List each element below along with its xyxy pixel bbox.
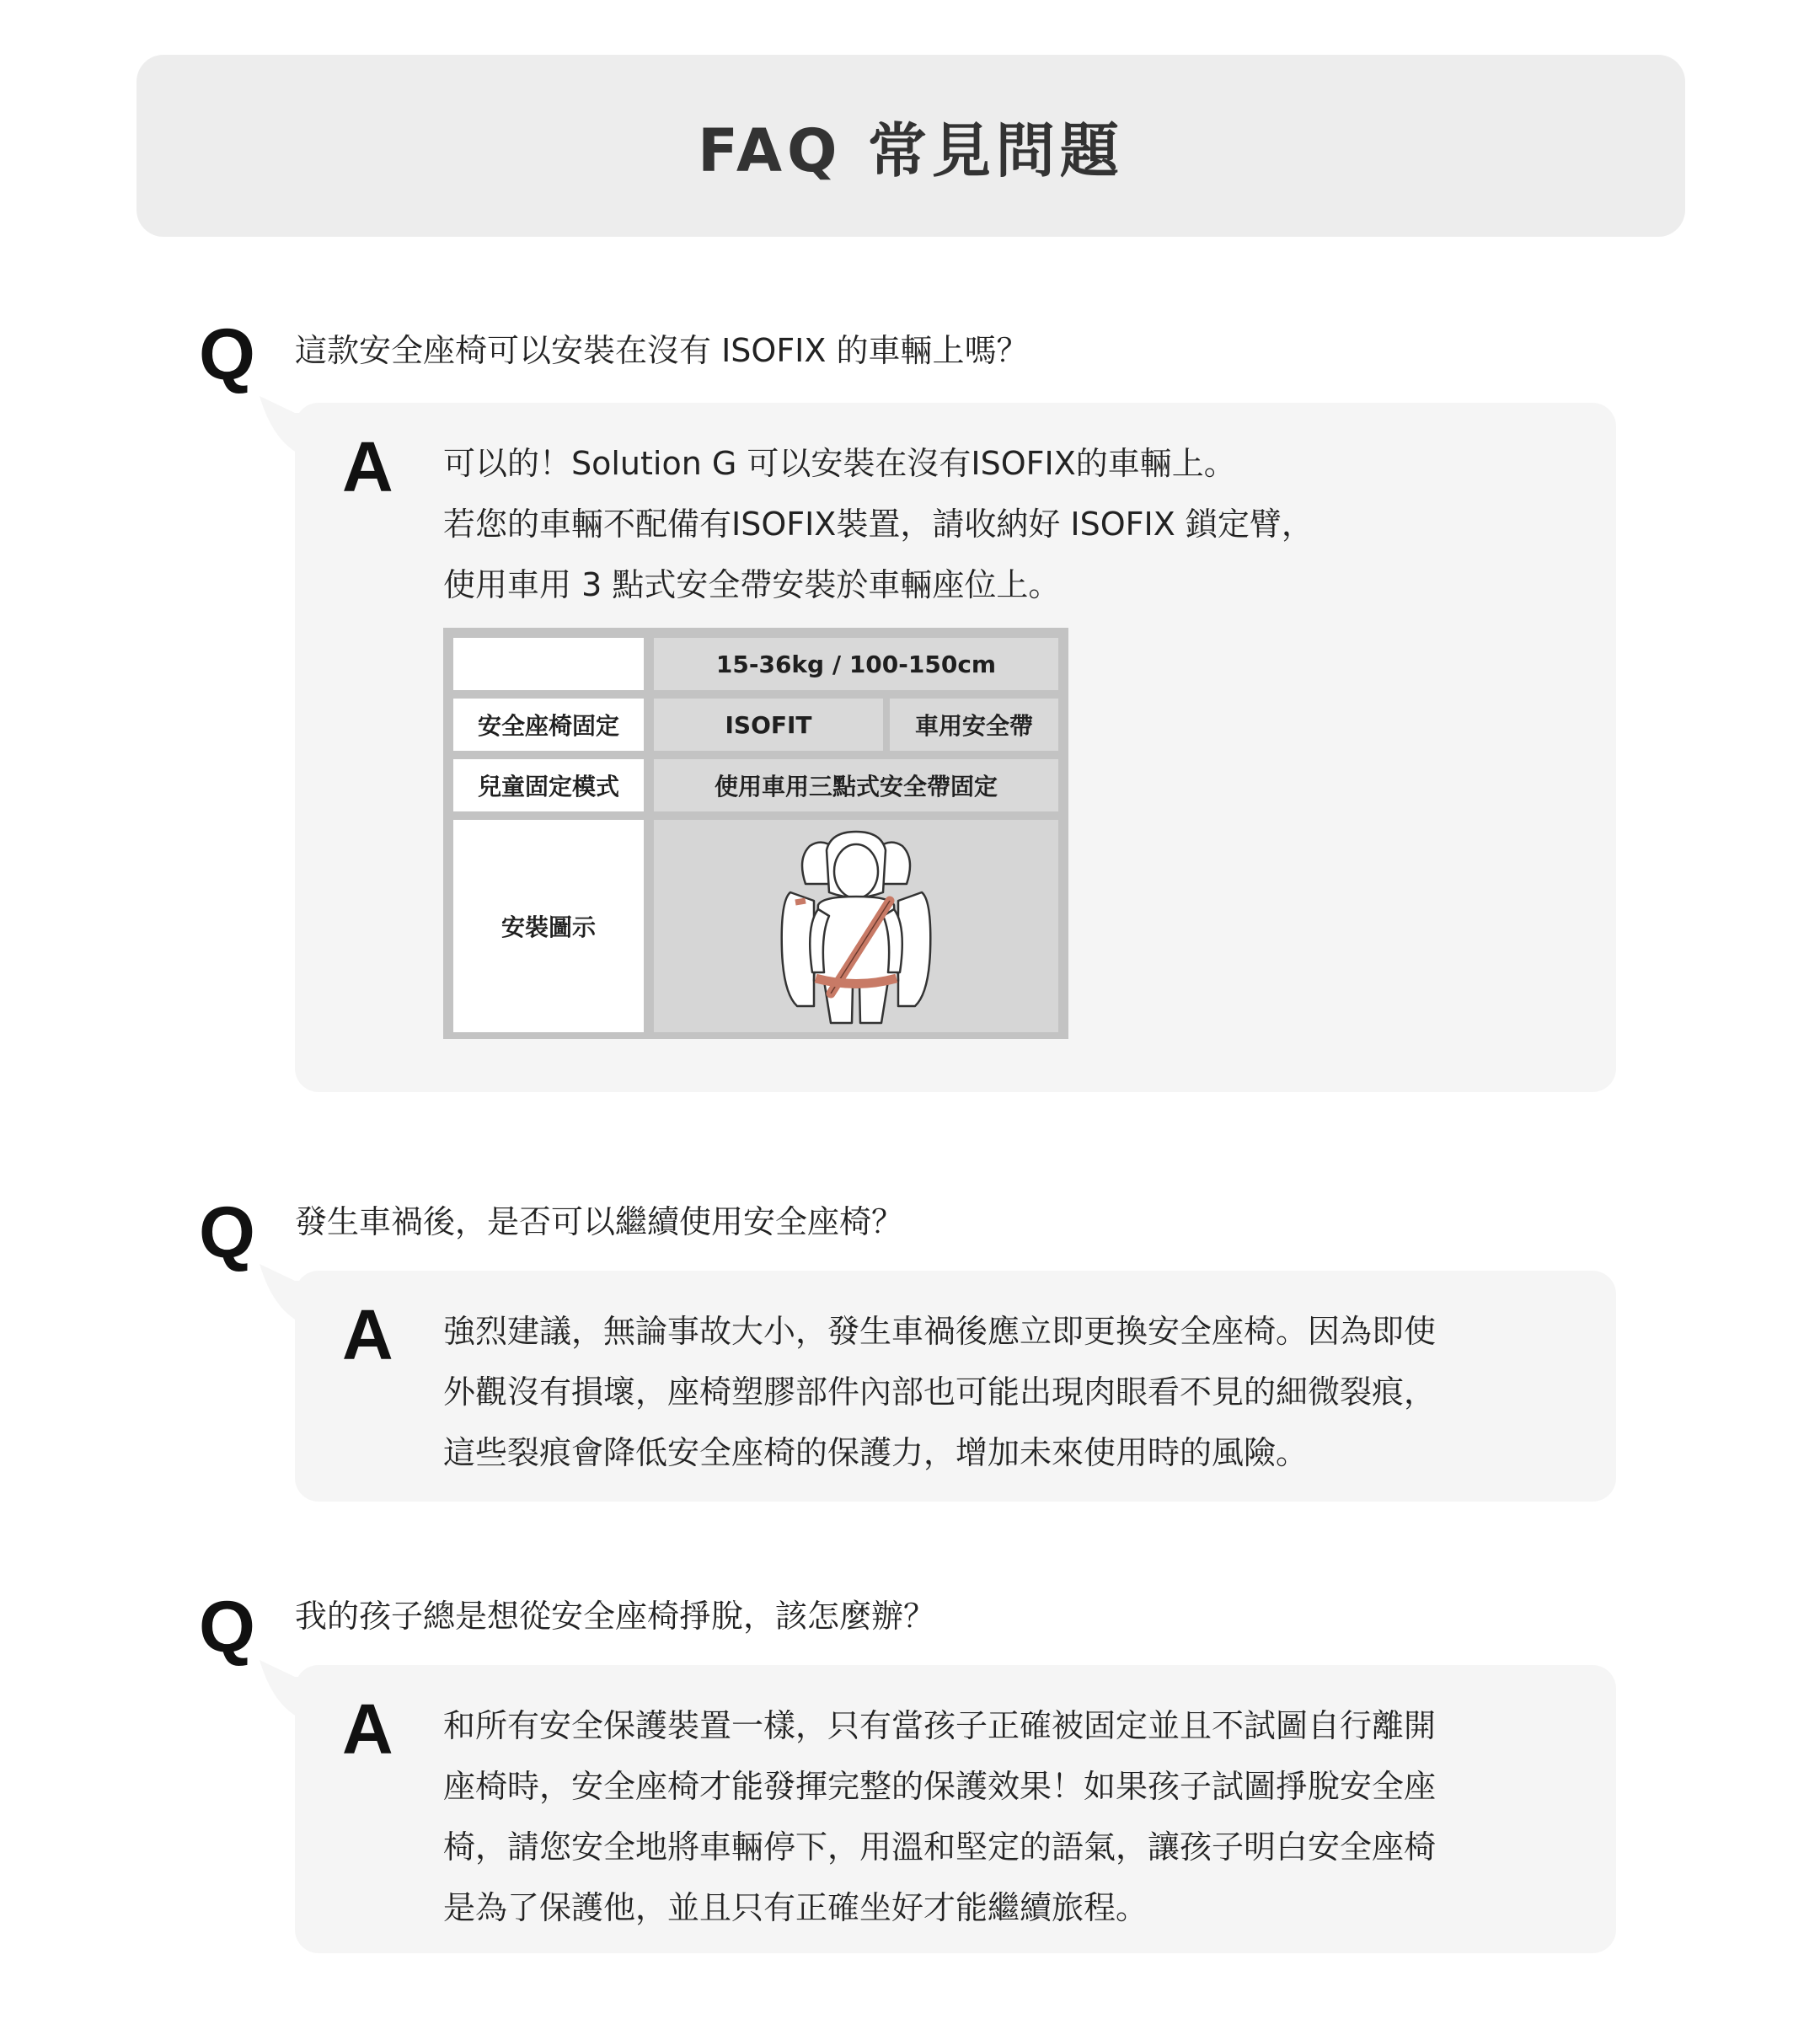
table-diagram-cell bbox=[654, 820, 1058, 1032]
table-fixing-isofit: ISOFIT bbox=[654, 699, 883, 751]
answer-3-box bbox=[295, 1665, 1616, 1953]
answer-3-text bbox=[443, 1695, 1564, 1938]
answer-2-line: 外觀沒有損壞，座椅塑膠部件內部也可能出現肉眼看不見的細微裂痕， bbox=[443, 1373, 1437, 1411]
table-fixing-belt: 車用安全帶 bbox=[890, 699, 1058, 751]
answer-1-line: 可以的！Solution G 可以安裝在沒有ISOFIX的車輛上。 bbox=[443, 445, 1236, 482]
answer-1-line: 若您的車輛不配備有ISOFIX裝置，請收納好 ISOFIX 鎖定臂， bbox=[443, 506, 1314, 543]
table-fixing-label: 安全座椅固定 bbox=[453, 699, 644, 751]
table-diagram-label: 安裝圖示 bbox=[453, 820, 644, 1032]
faq-header bbox=[136, 55, 1685, 237]
answer-1-line: 使用車用 3 點式安全帶安裝於車輛座位上。 bbox=[443, 566, 1061, 603]
car-seat-belt-illustration bbox=[772, 825, 940, 1027]
question-1-q-icon: Q bbox=[199, 314, 255, 395]
answer-3-line: 是為了保護他，並且只有正確坐好才能繼續旅程。 bbox=[443, 1889, 1148, 1926]
answer-2-line: 這些裂痕會降低安全座椅的保護力，增加未來使用時的風險。 bbox=[443, 1434, 1309, 1471]
answer-2-line: 強烈建議，無論事故大小，發生車禍後應立即更換安全座椅。因為即使 bbox=[443, 1313, 1437, 1350]
question-3-text: 我的孩子總是想從安全座椅掙脫，該怎麼辦？ bbox=[295, 1598, 936, 1635]
answer-1-box bbox=[295, 403, 1616, 1092]
answer-3-line: 座椅時，安全座椅才能發揮完整的保護效果！如果孩子試圖掙脫安全座 bbox=[443, 1768, 1437, 1805]
table-empty-cell bbox=[453, 638, 644, 690]
question-1-text: 這款安全座椅可以安裝在沒有 ISOFIX 的車輛上嗎？ bbox=[295, 332, 1029, 369]
answer-3-a-icon: A bbox=[342, 1689, 393, 1769]
question-2-q-icon: Q bbox=[199, 1192, 255, 1273]
answer-1-text bbox=[443, 433, 1564, 615]
answer-1-a-icon: A bbox=[342, 427, 393, 506]
answer-2-box bbox=[295, 1271, 1616, 1502]
answer-3-line: 椅，請您安全地將車輛停下，用溫和堅定的語氣，讓孩子明白安全座椅 bbox=[443, 1829, 1437, 1866]
question-2-text: 發生車禍後，是否可以繼續使用安全座椅？ bbox=[295, 1203, 904, 1240]
table-mode-value: 使用車用三點式安全帶固定 bbox=[654, 759, 1058, 811]
table-range-cell: 15-36kg / 100-150cm bbox=[654, 638, 1058, 690]
answer-2-a-icon: A bbox=[342, 1295, 393, 1374]
question-3-q-icon: Q bbox=[199, 1587, 255, 1668]
table-mode-label: 兒童固定模式 bbox=[453, 759, 644, 811]
answer-2-text bbox=[443, 1301, 1564, 1483]
page-title: FAQ 常見問題 bbox=[698, 115, 1124, 185]
installation-spec-table bbox=[443, 628, 1068, 1039]
answer-3-line: 和所有安全保護裝置一樣，只有當孩子正確被固定並且不試圖自行離開 bbox=[443, 1707, 1437, 1744]
